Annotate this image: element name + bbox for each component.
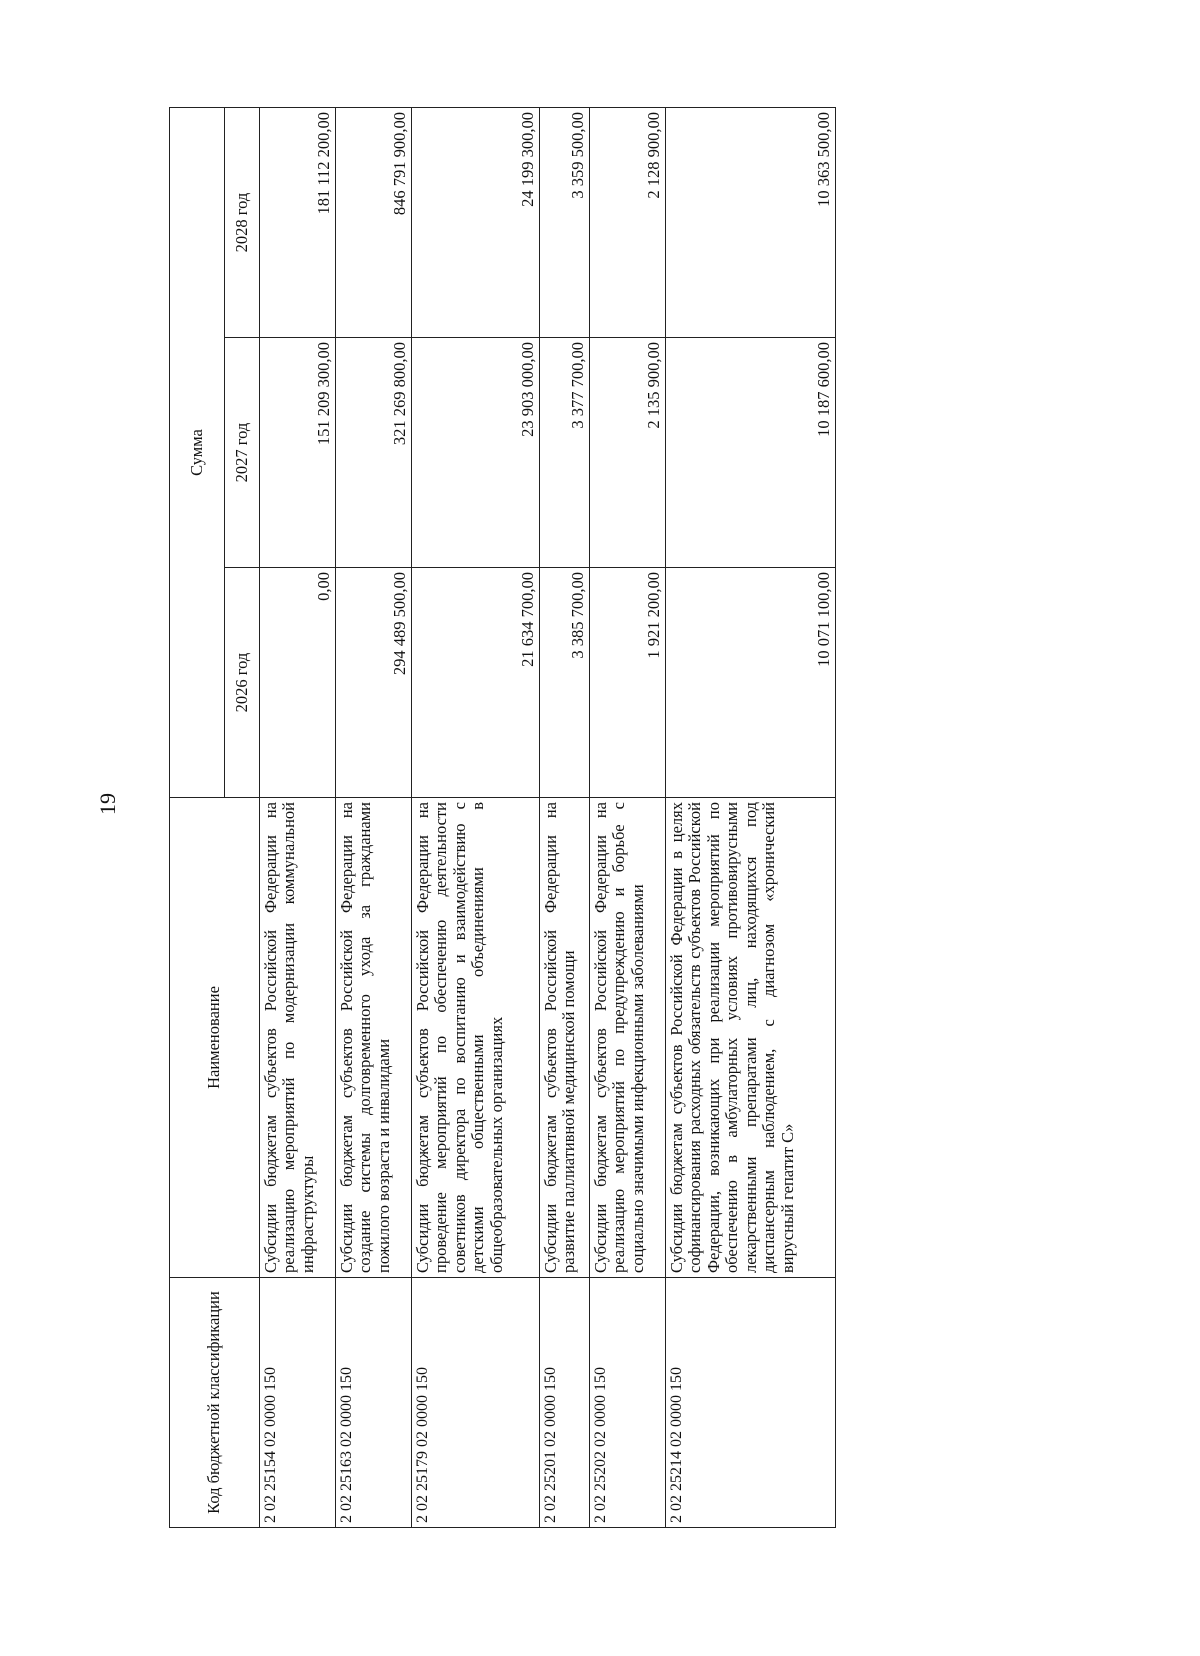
row-name: Субсидии бюджетам субъектов Российской Федерации на создание системы долговременного ухода за гражданами пожилого возраста и инвалидами — [336, 798, 412, 1278]
row-value-2027: 3 377 700,00 — [540, 338, 590, 568]
row-value-2027: 23 903 000,00 — [412, 338, 540, 568]
header-year-2027: 2027 год — [225, 338, 260, 568]
row-name: Субсидии бюджетам субъектов Российской Федерации в целях софинансирования расходных обязательств субъектов Российской Федерации, возникающих при реализации мероприятий по обеспечению в амбулаторных условиях противовирусными лекарственными препаратами лиц, находящихся под диспансерным наблюдением, с диагнозом «хронический вирусный гепатит С» — [666, 798, 836, 1278]
row-name: Субсидии бюджетам субъектов Российской Федерации на реализацию мероприятий по предупреждению и борьбе с социально значимыми инфекционными заболеваниями — [590, 798, 666, 1278]
row-value-2027: 2 135 900,00 — [590, 338, 666, 568]
row-value-2026: 21 634 700,00 — [412, 568, 540, 798]
row-value-2028: 10 363 500,00 — [666, 108, 836, 338]
row-value-2028: 181 112 200,00 — [260, 108, 336, 338]
row-code: 2 02 25202 02 0000 150 — [590, 1278, 666, 1528]
row-value-2027: 151 209 300,00 — [260, 338, 336, 568]
row-value-2028: 2 128 900,00 — [590, 108, 666, 338]
table-row — [412, 108, 540, 1528]
table-row — [590, 108, 666, 1528]
table-row — [336, 108, 412, 1528]
page-number: 19 — [95, 793, 120, 815]
row-code: 2 02 25154 02 0000 150 — [260, 1278, 336, 1528]
header-sum: Сумма — [170, 108, 225, 798]
row-value-2026: 3 385 700,00 — [540, 568, 590, 798]
row-name: Субсидии бюджетам субъектов Российской Федерации на развитие паллиативной медицинской помощи — [540, 798, 590, 1278]
header-year-2026: 2026 год — [225, 568, 260, 798]
header-year-2028: 2028 год — [225, 108, 260, 338]
row-value-2026: 0,00 — [260, 568, 336, 798]
table-row — [260, 108, 336, 1528]
row-value-2026: 1 921 200,00 — [590, 568, 666, 798]
row-name: Субсидии бюджетам субъектов Российской Федерации на реализацию мероприятий по модернизации коммунальной инфраструктуры — [260, 798, 336, 1278]
header-name: Наименование — [170, 798, 260, 1278]
row-value-2028: 3 359 500,00 — [540, 108, 590, 338]
row-value-2028: 24 199 300,00 — [412, 108, 540, 338]
row-value-2028: 846 791 900,00 — [336, 108, 412, 338]
row-code: 2 02 25214 02 0000 150 — [666, 1278, 836, 1528]
row-code: 2 02 25201 02 0000 150 — [540, 1278, 590, 1528]
table-row — [666, 108, 836, 1528]
row-value-2026: 294 489 500,00 — [336, 568, 412, 798]
table-row — [540, 108, 590, 1528]
header-code: Код бюджетной классификации — [170, 1278, 260, 1528]
row-value-2026: 10 071 100,00 — [666, 568, 836, 798]
row-code: 2 02 25179 02 0000 150 — [412, 1278, 540, 1528]
row-value-2027: 321 269 800,00 — [336, 338, 412, 568]
row-code: 2 02 25163 02 0000 150 — [336, 1278, 412, 1528]
row-name: Субсидии бюджетам субъектов Российской Федерации на проведение мероприятий по обеспечению деятельности советников директора по воспитанию и взаимодействию с детскими общественными объединениями в общеобразовательных организациях — [412, 798, 540, 1278]
budget-table-container — [169, 108, 835, 1528]
budget-table — [169, 107, 836, 1528]
row-value-2027: 10 187 600,00 — [666, 338, 836, 568]
